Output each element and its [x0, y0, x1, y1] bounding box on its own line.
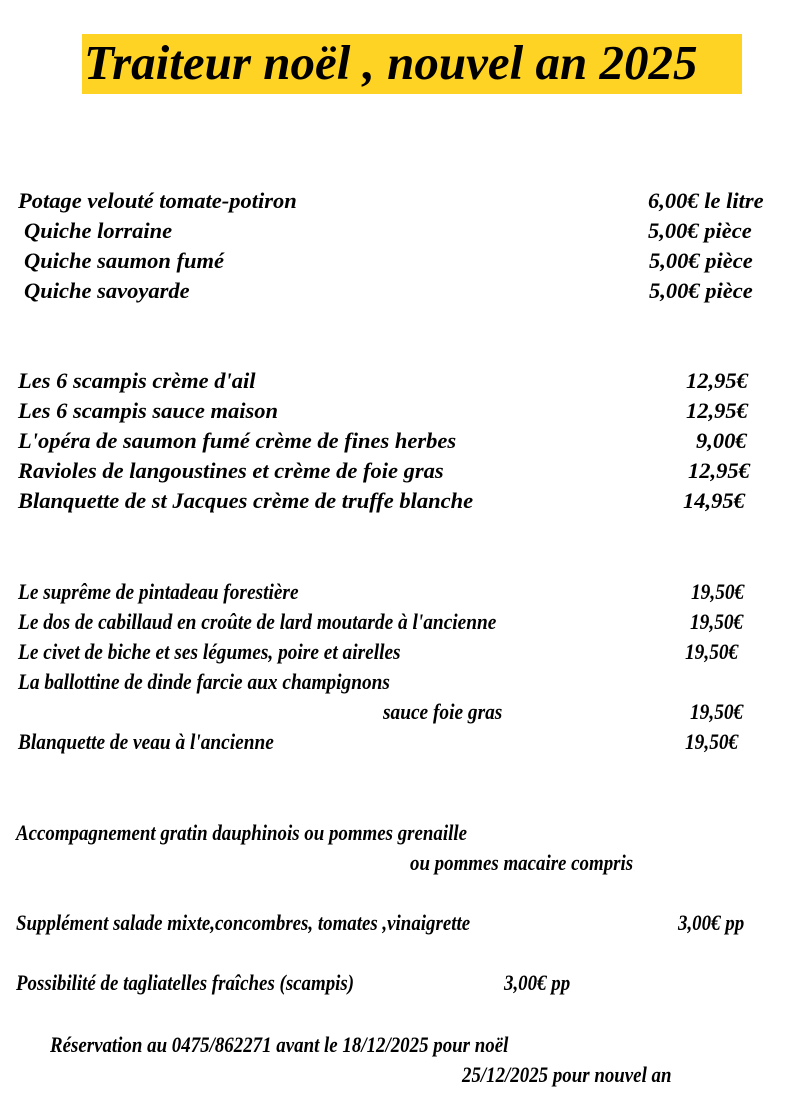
sides-line-2: ou pommes macaire compris: [410, 850, 634, 875]
sides-line-1: Accompagnement gratin dauphinois ou pommes grenaille: [16, 820, 468, 845]
menu-item-name: Quiche saumon fumé: [24, 248, 225, 273]
menu-item-name: Quiche lorraine: [24, 218, 173, 243]
menu-item-price: 12,95€: [688, 458, 750, 483]
menu-item-name: Le suprême de pintadeau forestière: [18, 579, 299, 604]
menu-item-price: 5,00€ pièce: [649, 248, 753, 273]
page-title: Traiteur noël , nouvel an 2025: [84, 35, 698, 90]
menu-item-name: Le civet de biche et ses légumes, poire et airelles: [18, 639, 401, 664]
menu-item-price: 19,50€: [685, 729, 739, 754]
menu-item-name: Blanquette de veau à l'ancienne: [18, 729, 274, 754]
menu-item-price: 12,95€: [686, 368, 748, 393]
menu-item-name: Quiche savoyarde: [24, 278, 190, 303]
menu-item-price: 19,50€: [685, 639, 739, 664]
menu-item-price: 14,95€: [683, 488, 745, 513]
menu-item-name: L'opéra de saumon fumé crème de fines herbes: [18, 428, 457, 453]
menu-item-price: 12,95€: [686, 398, 748, 423]
menu-item-continuation: sauce foie gras: [383, 699, 503, 724]
menu-item-price: 5,00€ pièce: [648, 218, 752, 243]
menu-item-price: 6,00€ le litre: [648, 188, 764, 213]
menu-item-price: 9,00€: [696, 428, 747, 453]
menu-item-name: La ballottine de dinde farcie aux champignons: [18, 669, 390, 694]
menu-item-price: 5,00€ pièce: [649, 278, 753, 303]
menu-item-name: Potage velouté tomate-potiron: [18, 188, 297, 213]
menu-item-name: Blanquette de st Jacques crème de truffe blanche: [18, 488, 474, 513]
supplement-text: Supplément salade mixte,concombres, tomates ,vinaigrette: [16, 910, 471, 935]
menu-item-name: Le dos de cabillaud en croûte de lard moutarde à l'ancienne: [18, 609, 497, 634]
menu-item-name: Ravioles de langoustines et crème de foie gras: [18, 458, 444, 483]
menu-item-name: Les 6 scampis crème d'ail: [18, 368, 256, 393]
tagliatelle-text: Possibilité de tagliatelles fraîches (scampis): [16, 970, 355, 995]
reservation-line-2: 25/12/2025 pour nouvel an: [462, 1062, 672, 1087]
menu-item-name: Les 6 scampis sauce maison: [18, 398, 279, 423]
menu-item-price: 19,50€: [691, 579, 745, 604]
supplement-price: 3,00€ pp: [678, 910, 745, 935]
tagliatelle-price: 3,00€ pp: [504, 970, 571, 995]
menu-item-price: 19,50€: [690, 699, 744, 724]
menu-item-price: 19,50€: [690, 609, 744, 634]
reservation-line-1: Réservation au 0475/862271 avant le 18/12/2025 pour noël: [50, 1032, 509, 1057]
